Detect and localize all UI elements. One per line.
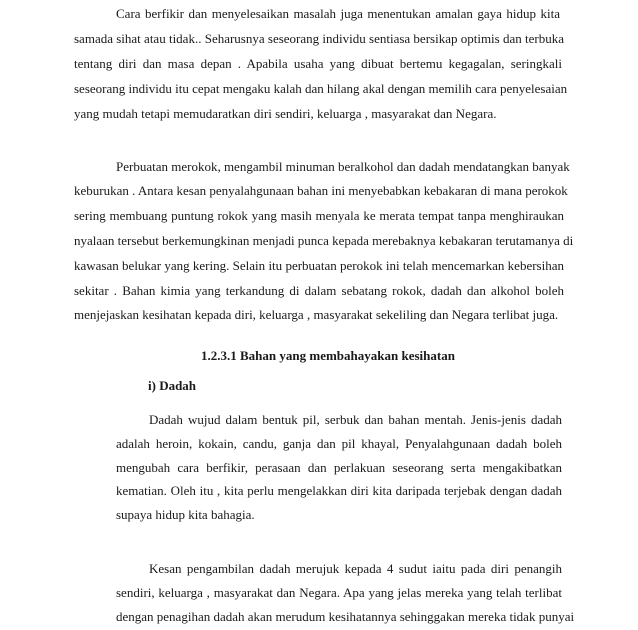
text-line: kawasan belukar yang kering. Selain itu perbuatan perokok ini telah mencemarkan kebersihan <box>74 258 564 273</box>
text-line: dengan penagihan dadah akan merudum kesihatannya sehinggakan mereka tidak punyai <box>116 609 575 624</box>
text-line: mengubah cara berfikir, perasaan dan perlakuan seseorang serta mengakibatkan <box>116 460 562 475</box>
text-line: seseorang individu itu cepat mengaku kalah dan hilang akal dengan memilih cara penyelesaian <box>74 81 568 96</box>
text-line: keburukan . Antara kesan penyalahgunaan bahan ini menyebabkan kebakaran di mana perokok <box>74 183 568 198</box>
subheading: i) Dadah <box>148 378 197 393</box>
text-line: menjejaskan kesihatan kepada diri, keluarga , masyarakat sekeliling dan Negara terlibat juga. <box>74 307 559 322</box>
text-line: Dadah wujud dalam bentuk pil, serbuk dan bahan mentah. Jenis-jenis dadah <box>149 412 562 427</box>
text-line: yang mudah tetapi memudaratkan diri sendiri, keluarga , masyarakat dan Negara. <box>74 106 497 121</box>
text-line: tentang diri dan masa depan . Apabila usaha yang dibuat bertemu kegagalan, seringkali <box>74 56 562 71</box>
text-line: kematian. Oleh itu , kita perlu mengelakkan diri kita daripada terjebak dengan dadah <box>116 483 562 498</box>
text-line: sering membuang puntung rokok yang masih menyala ke merata tempat tanpa menghiraukan <box>74 208 564 223</box>
section-heading: 1.2.3.1 Bahan yang membahayakan kesihatan <box>201 348 455 363</box>
text-line: Kesan pengambilan dadah merujuk kepada 4 sudut iaitu pada diri penangih <box>149 561 562 576</box>
text-line: samada sihat atau tidak.. Seharusnya seseorang individu sentiasa bersikap optimis dan terbuka <box>74 31 564 46</box>
text-line: Perbuatan merokok, mengambil minuman beralkohol dan dadah mendatangkan banyak <box>116 159 570 174</box>
text-line: supaya hidup kita bahagia. <box>116 507 255 522</box>
text-line: nyalaan tersebut berkemungkinan menjadi punca kepada merebaknya kebakaran terutamanya di <box>74 233 574 248</box>
text-line: adalah heroin, kokain, candu, ganja dan pil khayal, Penyalahgunaan dadah boleh <box>116 436 562 451</box>
text-line: sekitar . Bahan kimia yang terkandung di dalam sebatang rokok, dadah dan alkohol boleh <box>74 283 564 298</box>
text-line: Cara berfikir dan menyelesaikan masalah juga menentukan amalan gaya hidup kita <box>116 6 560 21</box>
text-line: sendiri, keluarga , masyarakat dan Negara. Apa yang jelas mereka yang telah terlibat <box>116 585 562 600</box>
